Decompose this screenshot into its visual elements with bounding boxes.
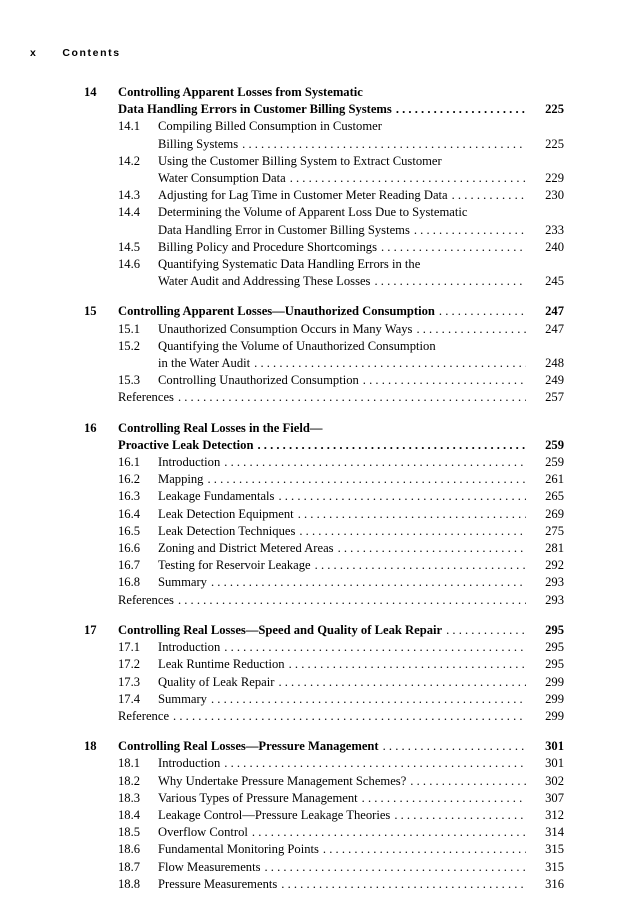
chapter-group	[84, 84, 564, 290]
section-entry[interactable]	[84, 372, 564, 389]
entry-page-number: 307	[545, 790, 564, 805]
entry-page-number: 230	[545, 188, 564, 203]
page-folio: x	[30, 47, 37, 59]
section-number: 16.7	[118, 558, 141, 573]
section-title: Quantifying the Volume of Unauthorized Consumption	[158, 338, 436, 353]
section-number: 15.2	[118, 338, 141, 353]
section-number: 14.5	[118, 239, 141, 254]
section-number: 18.6	[118, 842, 141, 857]
section-number: 18.3	[118, 790, 141, 805]
dot-leader	[252, 824, 526, 841]
entry-page-number: 314	[545, 825, 564, 840]
section-number: 14.4	[118, 205, 141, 220]
section-title: Leak Runtime Reduction	[158, 657, 285, 672]
dot-leader	[178, 389, 526, 406]
chapter-group	[84, 738, 564, 893]
section-number: 16.5	[118, 523, 141, 538]
section-title: Determining the Volume of Apparent Loss Due to Systematic	[158, 205, 468, 220]
section-entry[interactable]	[84, 859, 564, 876]
dot-leader	[257, 437, 526, 454]
entry-page-number: 247	[545, 304, 564, 319]
section-entry[interactable]	[84, 153, 564, 170]
section-title: Water Audit and Addressing These Losses	[158, 274, 371, 289]
section-number: 15.3	[118, 373, 141, 388]
chapter-entry[interactable]	[84, 738, 564, 755]
section-entry[interactable]	[84, 187, 564, 204]
section-entry[interactable]	[84, 841, 564, 858]
section-entry[interactable]	[84, 273, 564, 290]
entry-page-number: 229	[545, 171, 564, 186]
entry-page-number: 269	[545, 506, 564, 521]
entry-page-number: 257	[545, 390, 564, 405]
section-number: 18.4	[118, 807, 141, 822]
section-entry[interactable]	[84, 321, 564, 338]
entry-page-number: 299	[545, 691, 564, 706]
dot-leader	[278, 488, 526, 505]
entry-page-number: 281	[545, 541, 564, 556]
section-title: Billing Policy and Procedure Shortcomings	[158, 239, 377, 254]
section-number: 17.2	[118, 657, 141, 672]
section-number: 16.3	[118, 489, 141, 504]
dot-leader	[416, 321, 526, 338]
dot-leader	[338, 540, 526, 557]
section-title: Quantifying Systematic Data Handling Errors in the	[158, 257, 421, 272]
entry-page-number: 301	[545, 739, 564, 754]
section-title: Adjusting for Lag Time in Customer Meter Reading Data	[158, 188, 448, 203]
chapter-entry[interactable]	[84, 84, 564, 101]
section-entry[interactable]	[84, 790, 564, 807]
section-number: 16.1	[118, 455, 141, 470]
entry-page-number: 225	[545, 136, 564, 151]
section-entry[interactable]	[84, 118, 564, 135]
entry-page-number: 292	[545, 558, 564, 573]
chapter-number: 16	[84, 420, 97, 435]
dot-leader	[289, 656, 526, 673]
entry-page-number: 293	[545, 592, 564, 607]
section-title: Introduction	[158, 640, 221, 655]
section-title: Data Handling Error in Customer Billing Systems	[158, 222, 410, 237]
entry-page-number: 301	[545, 756, 564, 771]
chapter-title: Proactive Leak Detection	[118, 437, 254, 452]
entry-page-number: 315	[545, 859, 564, 874]
dot-leader	[298, 506, 526, 523]
section-entry[interactable]	[84, 239, 564, 256]
section-entry[interactable]	[84, 755, 564, 772]
section-title: Flow Measurements	[158, 859, 261, 874]
chapter-entry[interactable]	[84, 622, 564, 639]
entry-page-number: 295	[545, 657, 564, 672]
section-title: Pressure Measurements	[158, 876, 278, 891]
chapter-title: Controlling Real Losses—Pressure Management	[118, 739, 379, 754]
dot-leader	[374, 273, 526, 290]
section-entry[interactable]	[84, 773, 564, 790]
section-entry[interactable]	[84, 338, 564, 355]
section-number: 18.1	[118, 756, 141, 771]
section-title: Zoning and District Metered Areas	[158, 541, 334, 556]
section-entry[interactable]	[84, 471, 564, 488]
dot-leader	[264, 859, 526, 876]
section-title: Quality of Leak Repair	[158, 674, 275, 689]
entry-page-number: 225	[545, 102, 564, 117]
section-title: Using the Customer Billing System to Extract Customer	[158, 153, 442, 168]
entry-page-number: 265	[545, 489, 564, 504]
section-number: 15.1	[118, 321, 141, 336]
section-title: Various Types of Pressure Management	[158, 790, 358, 805]
section-number: 18.2	[118, 773, 141, 788]
dot-leader	[254, 355, 526, 372]
section-number: 17.4	[118, 691, 141, 706]
dot-leader	[173, 708, 526, 725]
dot-leader	[394, 807, 526, 824]
dot-leader	[323, 841, 526, 858]
section-number: 17.1	[118, 640, 141, 655]
entry-page-number: 295	[545, 622, 564, 637]
running-head	[30, 47, 121, 59]
entry-page-number: 240	[545, 239, 564, 254]
section-entry[interactable]	[84, 256, 564, 273]
chapter-title: Controlling Real Losses in the Field—	[118, 420, 323, 435]
dot-leader	[383, 738, 526, 755]
dot-leader	[381, 239, 526, 256]
chapter-title: Controlling Apparent Losses from Systematic	[118, 85, 363, 99]
section-entry[interactable]	[84, 557, 564, 574]
entry-page-number: 299	[545, 708, 564, 723]
dot-leader	[299, 523, 526, 540]
chapter-title: Data Handling Errors in Customer Billing Systems	[118, 102, 392, 117]
entry-page-number: 249	[545, 373, 564, 388]
section-entry[interactable]	[84, 204, 564, 221]
dot-leader	[315, 557, 526, 574]
entry-page-number: 315	[545, 842, 564, 857]
section-title: Why Undertake Pressure Management Schemes?	[158, 773, 407, 788]
dot-leader	[414, 222, 526, 239]
section-entry[interactable]	[84, 639, 564, 656]
entry-page-number: 302	[545, 773, 564, 788]
section-title: Fundamental Monitoring Points	[158, 842, 319, 857]
entry-page-number: 261	[545, 472, 564, 487]
entry-page-number: 312	[545, 807, 564, 822]
chapter-number: 18	[84, 739, 97, 754]
section-number: 14.2	[118, 153, 141, 168]
section-title: Billing Systems	[158, 136, 239, 151]
dot-leader	[242, 136, 526, 153]
dot-leader	[211, 691, 526, 708]
chapter-group	[84, 622, 564, 725]
section-title: Unauthorized Consumption Occurs in Many Ways	[158, 321, 413, 336]
chapter-group	[84, 303, 564, 406]
section-entry[interactable]	[84, 488, 564, 505]
dot-leader	[410, 773, 526, 790]
section-title: Summary	[158, 575, 207, 590]
entry-page-number: 275	[545, 523, 564, 538]
section-title: Water Consumption Data	[158, 171, 286, 186]
entry-page-number: 293	[545, 575, 564, 590]
chapter-group	[84, 420, 564, 609]
section-title: Summary	[158, 691, 207, 706]
references-entry[interactable]	[84, 708, 564, 725]
dot-leader	[363, 372, 526, 389]
references-label: References	[118, 390, 174, 405]
dot-leader	[446, 622, 526, 639]
section-entry[interactable]	[84, 540, 564, 557]
section-number: 16.4	[118, 506, 141, 521]
section-title: Compiling Billed Consumption in Customer	[158, 119, 382, 134]
section-number: 14.3	[118, 188, 141, 203]
section-number: 16.8	[118, 575, 141, 590]
references-label: Reference	[118, 708, 170, 723]
table-of-contents	[84, 84, 564, 906]
dot-leader	[224, 639, 526, 656]
entry-page-number: 295	[545, 640, 564, 655]
section-entry[interactable]	[84, 222, 564, 239]
section-number: 18.8	[118, 876, 141, 891]
section-number: 14.1	[118, 119, 141, 134]
dot-leader	[281, 876, 526, 893]
section-number: 16.6	[118, 541, 141, 556]
section-entry[interactable]	[84, 506, 564, 523]
entry-page-number: 299	[545, 674, 564, 689]
section-entry[interactable]	[84, 523, 564, 540]
section-entry[interactable]	[84, 807, 564, 824]
section-entry[interactable]	[84, 574, 564, 591]
dot-leader	[439, 303, 526, 320]
chapter-entry[interactable]	[84, 420, 564, 437]
section-title: Overflow Control	[158, 825, 248, 840]
section-entry[interactable]	[84, 691, 564, 708]
section-number: 18.7	[118, 859, 141, 874]
section-title: Mapping	[158, 472, 204, 487]
section-entry[interactable]	[84, 656, 564, 673]
section-entry[interactable]	[84, 674, 564, 691]
section-title: Leakage Control—Pressure Leakage Theories	[158, 807, 391, 822]
section-title: Introduction	[158, 756, 221, 771]
section-entry[interactable]	[84, 876, 564, 893]
entry-page-number: 316	[545, 876, 564, 891]
dot-leader	[290, 170, 526, 187]
section-title: Testing for Reservoir Leakage	[158, 558, 311, 573]
section-number: 18.5	[118, 825, 141, 840]
section-title: Leakage Fundamentals	[158, 489, 275, 504]
dot-leader	[396, 101, 526, 118]
section-entry[interactable]	[84, 136, 564, 153]
chapter-title: Controlling Real Losses—Speed and Quality of Leak Repair	[118, 622, 443, 637]
section-entry[interactable]	[84, 355, 564, 372]
chapter-entry-continuation[interactable]	[84, 437, 564, 454]
section-title: Leak Detection Techniques	[158, 523, 296, 538]
entry-page-number: 259	[545, 455, 564, 470]
dot-leader	[362, 790, 526, 807]
dot-leader	[224, 454, 526, 471]
section-title: Leak Detection Equipment	[158, 506, 294, 521]
running-head-title: Contents	[62, 47, 121, 59]
chapter-entry-continuation[interactable]	[84, 101, 564, 118]
dot-leader	[452, 187, 526, 204]
entry-page-number: 248	[545, 356, 564, 371]
section-number: 17.3	[118, 674, 141, 689]
entry-page-number: 247	[545, 321, 564, 336]
section-title: in the Water Audit	[158, 356, 251, 371]
chapter-number: 15	[84, 304, 97, 319]
chapter-number: 17	[84, 622, 97, 637]
section-title: Controlling Unauthorized Consumption	[158, 373, 359, 388]
references-entry[interactable]	[84, 592, 564, 609]
chapter-entry[interactable]	[84, 303, 564, 320]
references-entry[interactable]	[84, 389, 564, 406]
section-entry[interactable]	[84, 170, 564, 187]
dot-leader	[211, 574, 526, 591]
section-title: Introduction	[158, 455, 221, 470]
dot-leader	[207, 471, 526, 488]
section-number: 16.2	[118, 472, 141, 487]
section-entry[interactable]	[84, 824, 564, 841]
entry-page-number: 259	[545, 437, 564, 452]
references-label: References	[118, 592, 174, 607]
entry-page-number: 245	[545, 274, 564, 289]
dot-leader	[278, 674, 526, 691]
section-entry[interactable]	[84, 454, 564, 471]
section-number: 14.6	[118, 257, 141, 272]
chapter-number: 14	[84, 85, 97, 99]
chapter-title: Controlling Apparent Losses—Unauthorized Consumption	[118, 304, 435, 319]
dot-leader	[224, 755, 526, 772]
dot-leader	[178, 592, 526, 609]
entry-page-number: 233	[545, 222, 564, 237]
